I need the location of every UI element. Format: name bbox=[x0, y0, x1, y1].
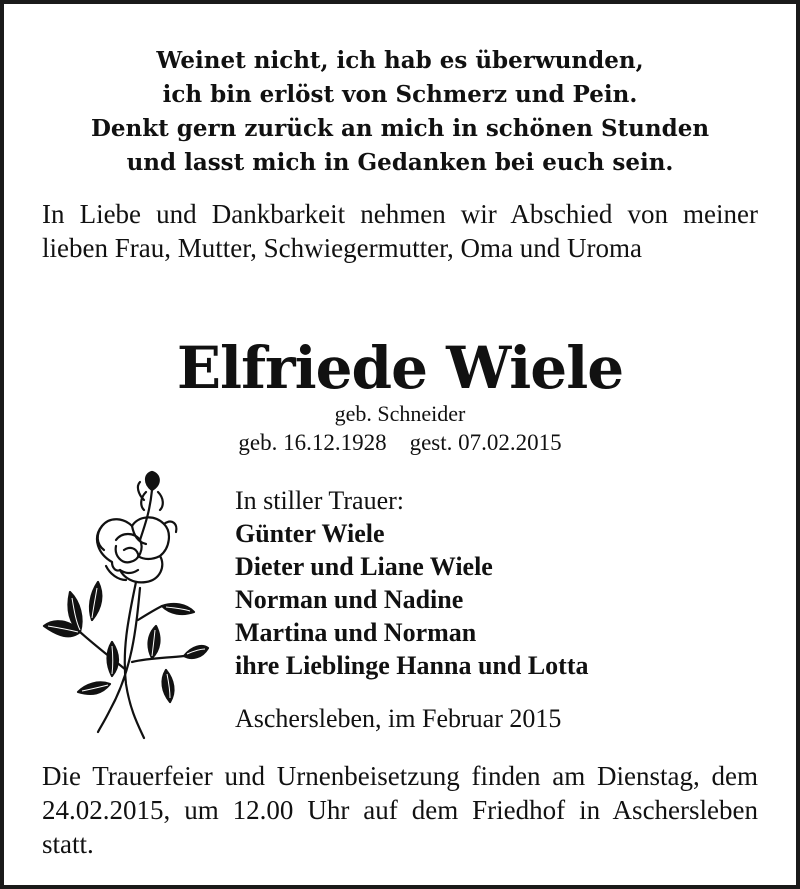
mourners-lead: In stiller Trauer: bbox=[235, 486, 404, 515]
place-and-date: Aschersleben, im Februar 2015 bbox=[235, 704, 562, 733]
mourner-name: Dieter und Liane Wiele bbox=[235, 552, 493, 581]
ceremony-text: Die Trauerfeier und Urnenbeisetzung finden am Dienstag, dem 24.02.2015, um 12.00 Uhr auf dem Friedhof in Aschersleben statt. bbox=[42, 761, 758, 859]
poem-line: Weinet nicht, ich hab es überwunden, bbox=[156, 47, 644, 74]
mourner-name: Günter Wiele bbox=[235, 519, 385, 548]
maiden-name: geb. Schneider bbox=[334, 401, 466, 426]
rose-icon bbox=[40, 470, 210, 740]
birth-date: geb. 16.12.1928 bbox=[238, 430, 387, 455]
deceased-name: Elfriede Wiele bbox=[176, 334, 624, 402]
mourner-name: Martina und Norman bbox=[235, 618, 477, 647]
mourner-name: ihre Lieblinge Hanna und Lotta bbox=[235, 651, 589, 680]
poem-line: ich bin erlöst von Schmerz und Pein. bbox=[162, 81, 638, 108]
death-date: gest. 07.02.2015 bbox=[409, 430, 562, 455]
poem-line: und lasst mich in Gedanken bei euch sein. bbox=[126, 149, 674, 176]
intro-text: In Liebe und Dankbarkeit nehmen wir Abschied von meiner lieben Frau, Mutter, Schwiegermutter, Oma und Uroma bbox=[42, 199, 758, 263]
mourner-name: Norman und Nadine bbox=[235, 585, 464, 614]
poem bbox=[4, 44, 796, 180]
mourners-list bbox=[235, 484, 589, 682]
life-dates bbox=[4, 428, 796, 458]
poem-line: Denkt gern zurück an mich in schönen Stunden bbox=[90, 115, 710, 142]
